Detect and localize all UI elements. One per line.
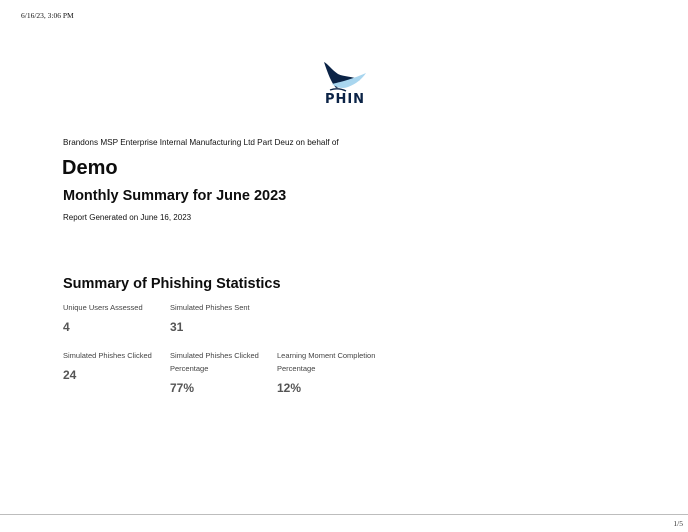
- stat-phishes-clicked-percentage: [170, 349, 270, 395]
- stat-label: Simulated Phishes Sent: [170, 303, 250, 312]
- phin-wordmark: PHIN: [324, 92, 366, 107]
- stat-unique-users: [63, 301, 163, 334]
- stat-value: 31: [170, 320, 184, 334]
- stat-label: Unique Users Assessed: [63, 303, 143, 312]
- stat-phishes-sent: [170, 301, 270, 334]
- report-title: Monthly Summary for June 2023: [63, 188, 287, 204]
- stat-value: 4: [63, 320, 70, 334]
- print-datetime: 6/16/23, 3:06 PM: [21, 11, 74, 20]
- footer-divider: [0, 514, 688, 515]
- stat-label: Learning Moment Completion Percentage: [277, 351, 376, 373]
- stat-learning-moment-completion: [277, 349, 377, 395]
- page-number: 1/5: [673, 519, 683, 528]
- stat-value: 12%: [277, 381, 302, 395]
- summary-section-title: Summary of Phishing Statistics: [63, 276, 281, 292]
- stat-label: Simulated Phishes Clicked Percentage: [170, 351, 259, 373]
- stat-value: 24: [63, 368, 77, 382]
- stat-phishes-clicked: [63, 349, 163, 382]
- report-generated-date: Report Generated on June 16, 2023: [63, 213, 192, 222]
- stat-label: Simulated Phishes Clicked: [63, 351, 152, 360]
- behalf-of-text: Brandons MSP Enterprise Internal Manufacturing Ltd Part Deuz on behalf of: [63, 138, 339, 147]
- manta-ray-icon: [318, 60, 370, 94]
- org-name: Demo: [62, 157, 118, 179]
- stat-value: 77%: [170, 381, 195, 395]
